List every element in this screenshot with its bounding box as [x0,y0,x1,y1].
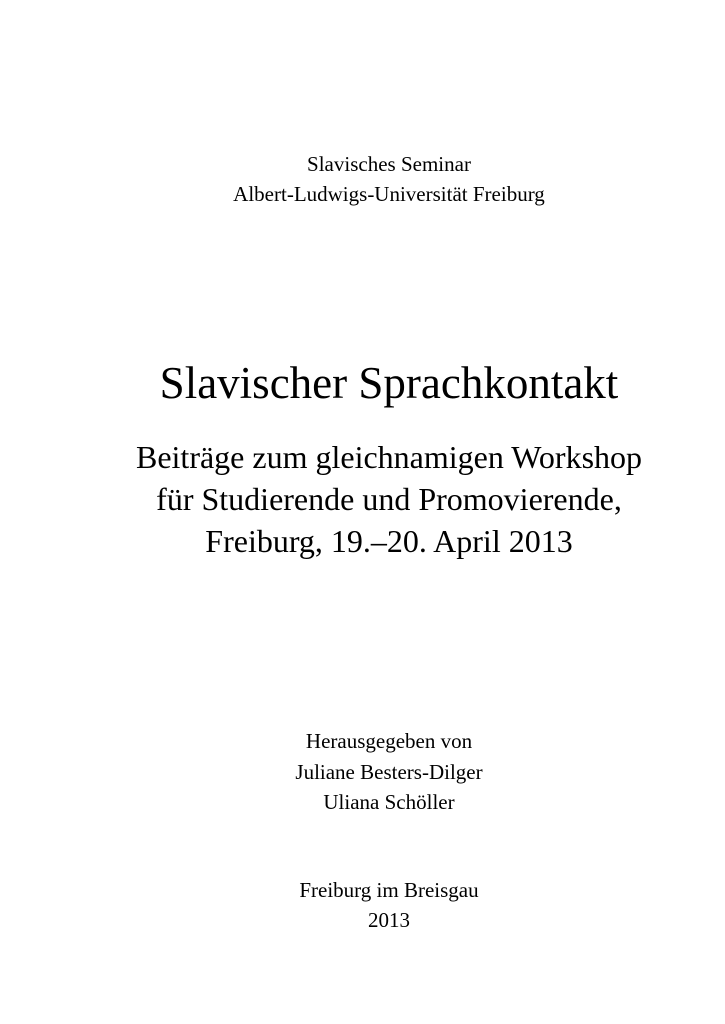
editor-name: Juliane Besters-Dilger [295,759,483,784]
imprint-year: 2013 [368,908,410,932]
subtitle [54,436,724,562]
affiliation [54,149,724,209]
affiliation-line-seminar: Slavisches Seminar [307,152,471,176]
subtitle-line-workshop: Beiträge zum gleichnamigen Workshop [135,439,643,475]
book-title: Slavischer Sprachkontakt [159,358,619,408]
imprint-place: Freiburg im Breisgau [299,878,479,902]
subtitle-line-audience: für Studierende und Promovierende, [156,481,622,517]
editor-name: Uliana Schöller [323,790,455,814]
affiliation-line-university: Albert-Ludwigs-Universität Freiburg [233,182,545,206]
imprint [54,875,724,935]
editors-heading: Herausgegeben von [305,729,473,753]
subtitle-line-date: Freiburg, 19.–20. April 2013 [205,523,573,559]
editors-section [54,726,724,818]
